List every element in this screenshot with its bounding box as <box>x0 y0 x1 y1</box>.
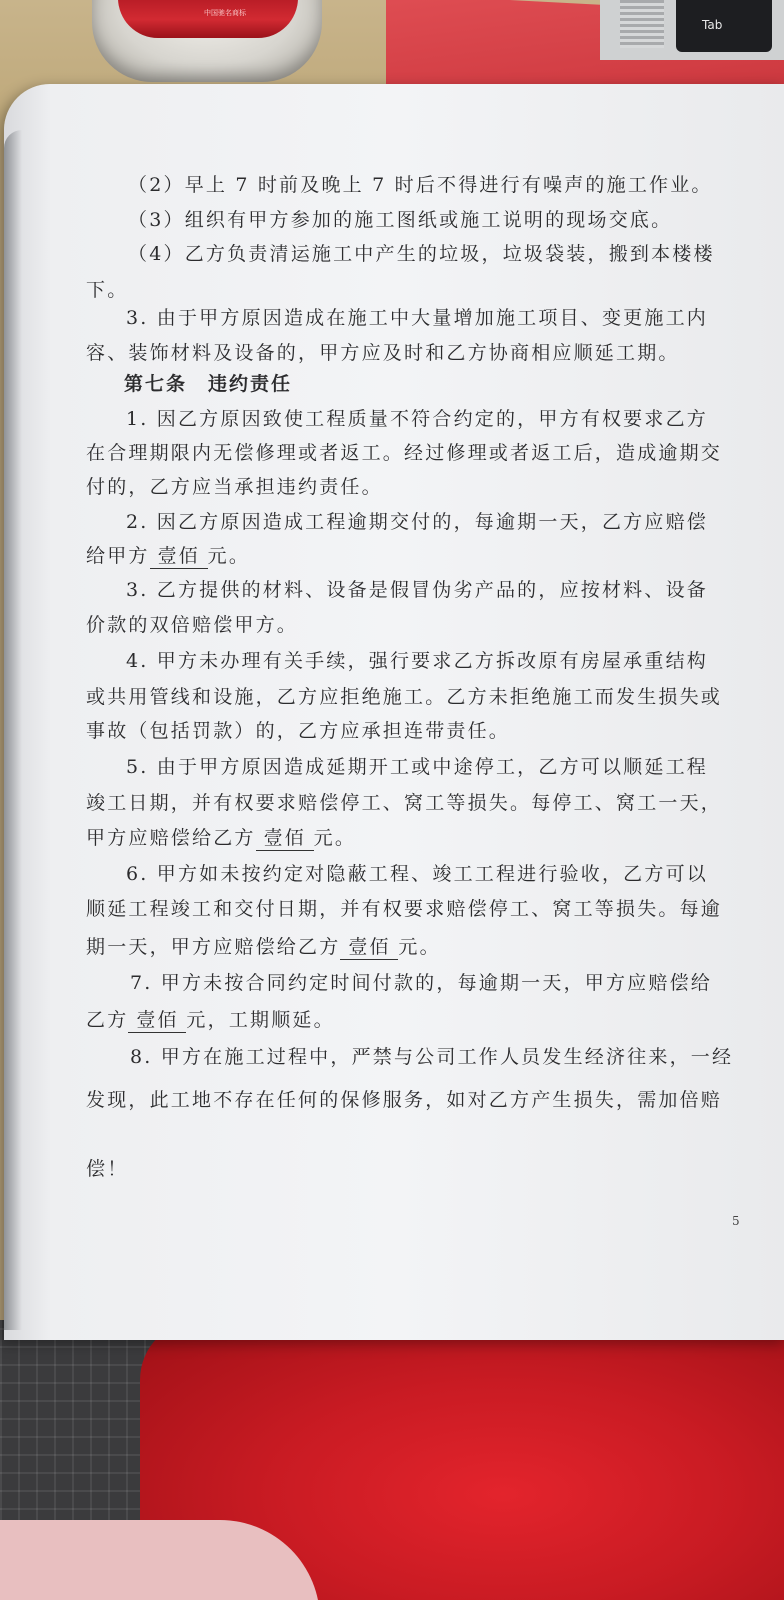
tab-key-label: Tab <box>702 18 723 32</box>
fill-blank-amount: 壹佰 <box>256 823 314 851</box>
text-line: 3. 由于甲方原因造成在施工中大量增加施工项目、变更施工内 <box>126 307 708 329</box>
text-line: 1. 因乙方原因致使工程质量不符合约定的，甲方有权要求乙方 <box>126 408 708 430</box>
text-line: 事故（包括罚款）的，乙方应承担连带责任。 <box>86 720 511 742</box>
text-line: 顺延工程竣工和交付日期，并有权要求赔偿停工、窝工等损失。每逾 <box>86 898 723 920</box>
text-line <box>86 932 441 960</box>
text-line: 付的，乙方应当承担违约责任。 <box>86 476 383 498</box>
text-line: 偿！ <box>86 1158 129 1180</box>
text-line: 容、装饰材料及设备的，甲方应及时和乙方协商相应顺延工期。 <box>86 342 680 364</box>
line-text: 元，工期顺延。 <box>186 1009 335 1031</box>
tab-key <box>676 0 772 52</box>
text-line: 7. 甲方未按合同约定时间付款的，每逾期一天，甲方应赔偿给 <box>130 972 712 994</box>
text-line: 下。 <box>86 279 129 301</box>
text-line <box>86 1005 335 1033</box>
text-line: 价款的双倍赔偿甲方。 <box>86 614 299 636</box>
laptop-vent <box>620 0 664 48</box>
document-page <box>4 84 784 1340</box>
page-curl-shadow <box>4 130 22 1330</box>
line-text: 乙方 <box>86 1009 129 1031</box>
text-line: （4）乙方负责清运施工中产生的垃圾，垃圾袋装，搬到本楼楼 <box>128 243 715 265</box>
text-line: 5. 由于甲方原因造成延期开工或中途停工，乙方可以顺延工程 <box>126 756 708 778</box>
text-line: 在合理期限内无偿修理或者返工。经过修理或者返工后，造成逾期交 <box>86 442 723 464</box>
text-line: 6. 甲方如未按约定对隐蔽工程、竣工工程进行验收，乙方可以 <box>126 863 708 885</box>
page-number: 5 <box>732 1214 740 1228</box>
line-text: 给甲方 <box>86 545 150 567</box>
text-line: 2. 因乙方原因造成工程逾期交付的，每逾期一天，乙方应赔偿 <box>126 511 708 533</box>
jar-brand-text: 中国驰名商标 <box>204 9 246 17</box>
text-line <box>86 823 356 851</box>
line-text: 元。 <box>398 936 441 958</box>
jar-lid <box>118 0 298 38</box>
line-text: 期一天，甲方应赔偿给乙方 <box>86 936 341 958</box>
line-text: 元。 <box>313 827 357 849</box>
text-line: 8. 甲方在施工过程中，严禁与公司工作人员发生经济往来，一经 <box>130 1046 734 1068</box>
section-heading: 第七条 违约责任 <box>124 373 293 395</box>
document-text <box>4 84 784 1340</box>
fill-blank-amount: 壹佰 <box>340 932 398 960</box>
text-line: 4. 甲方未办理有关手续，强行要求乙方拆改原有房屋承重结构 <box>126 650 708 672</box>
text-line: （2）早上 7 时前及晚上 7 时后不得进行有噪声的施工作业。 <box>128 174 713 196</box>
text-line: 3. 乙方提供的材料、设备是假冒伪劣产品的，应按材料、设备 <box>126 579 708 601</box>
line-text: 元。 <box>207 545 251 567</box>
fill-blank-amount: 壹佰 <box>150 541 208 569</box>
text-line: 或共用管线和设施，乙方应拒绝施工。乙方未拒绝施工而发生损失或 <box>86 686 723 708</box>
line-text: 甲方应赔偿给乙方 <box>86 827 256 849</box>
text-line: 竣工日期，并有权要求赔偿停工、窝工等损失。每停工、窝工一天， <box>86 792 723 814</box>
text-line <box>86 541 250 569</box>
fill-blank-amount: 壹佰 <box>128 1005 186 1033</box>
text-line: （3）组织有甲方参加的施工图纸或施工说明的现场交底。 <box>128 209 673 231</box>
text-line: 发现，此工地不存在任何的保修服务，如对乙方产生损失，需加倍赔 <box>86 1089 723 1111</box>
